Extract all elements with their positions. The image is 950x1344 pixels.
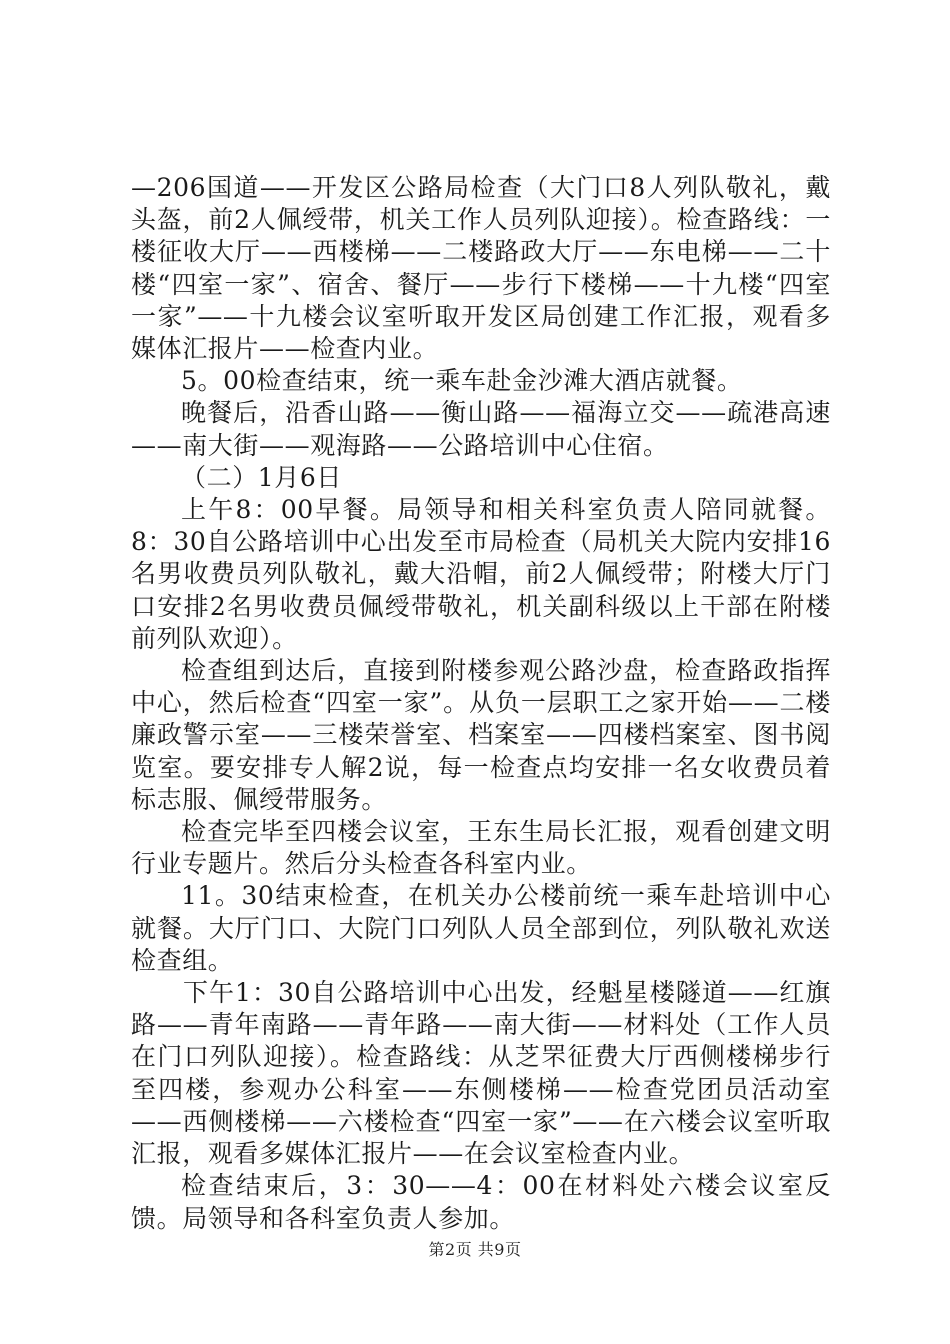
paragraph-meeting-report: 检查完毕至四楼会议室，王东生局长汇报，观看创建文明行业专题片。然后分头检查各科室内业。	[131, 817, 831, 879]
paragraph-check-end: 5。00检查结束，统一乘车赴金沙滩大酒店就餐。	[181, 366, 743, 396]
section-heading-jan-6: （二）1月6日	[181, 462, 343, 492]
paragraph-afternoon-schedule: 下午1：30自公路培训中心出发，经魁星楼隧道——红旗路——青年南路——青年路——南大街——材料处（工作人员在门口列队迎接）。检查路线：从芝罘征费大厅西侧楼梯步行至四楼，参观办公科室——东侧楼梯——检查党团员活动室——西侧楼梯——六楼检查“四室一家”——在六楼会议室听取汇报，观看多媒体汇报片——在会议室检查内业。	[131, 978, 831, 1169]
document-body	[131, 172, 831, 1235]
page-footer: 第2页 共9页	[428, 1240, 522, 1259]
paragraph-route-206: —206国道——开发区公路局检查（大门口8人列队敬礼，戴头盔，前2人佩绶带，机关工作人员列队迎接）。检查路线：一楼征收大厅——西楼梯——二楼路政大厅——东电梯——二十楼“四室一家”、宿舍、餐厅——步行下楼梯——十九楼“四室一家”——十九楼会议室听取开发区局创建工作汇报，观看多媒体汇报片——检查内业。	[131, 173, 831, 364]
paragraph-inspection-arrival: 检查组到达后，直接到附楼参观公路沙盘，检查路政指挥中心，然后检查“四室一家”。从负一层职工之家开始——二楼廉政警示室——三楼荣誉室、档案室——四楼档案室、图书阅览室。要安排专人解2说，每一检查点均安排一名女收费员着标志服、佩绶带服务。	[131, 656, 831, 814]
paragraph-after-dinner: 晚餐后，沿香山路——衡山路——福海立交——疏港高速——南大街——观海路——公路培训中心住宿。	[131, 398, 831, 460]
paragraph-feedback: 检查结束后，3：30——4：00在材料处六楼会议室反馈。局领导和各科室负责人参加。	[131, 1171, 831, 1233]
paragraph-noon-schedule: 11。30结束检查，在机关办公楼前统一乘车赴培训中心就餐。大厅门口、大院门口列队人员全部到位，列队敬礼欢送检查组。	[131, 881, 831, 975]
paragraph-morning-schedule: 上午8：00早餐。局领导和相关科室负责人陪同就餐。8：30自公路培训中心出发至市局检查（局机关大院内安排16名男收费员列队敬礼，戴大沿帽，前2人佩绶带；附楼大厅门口安排2名男收费员佩绶带敬礼，机关副科级以上干部在附楼前列队欢迎）。	[131, 495, 831, 653]
